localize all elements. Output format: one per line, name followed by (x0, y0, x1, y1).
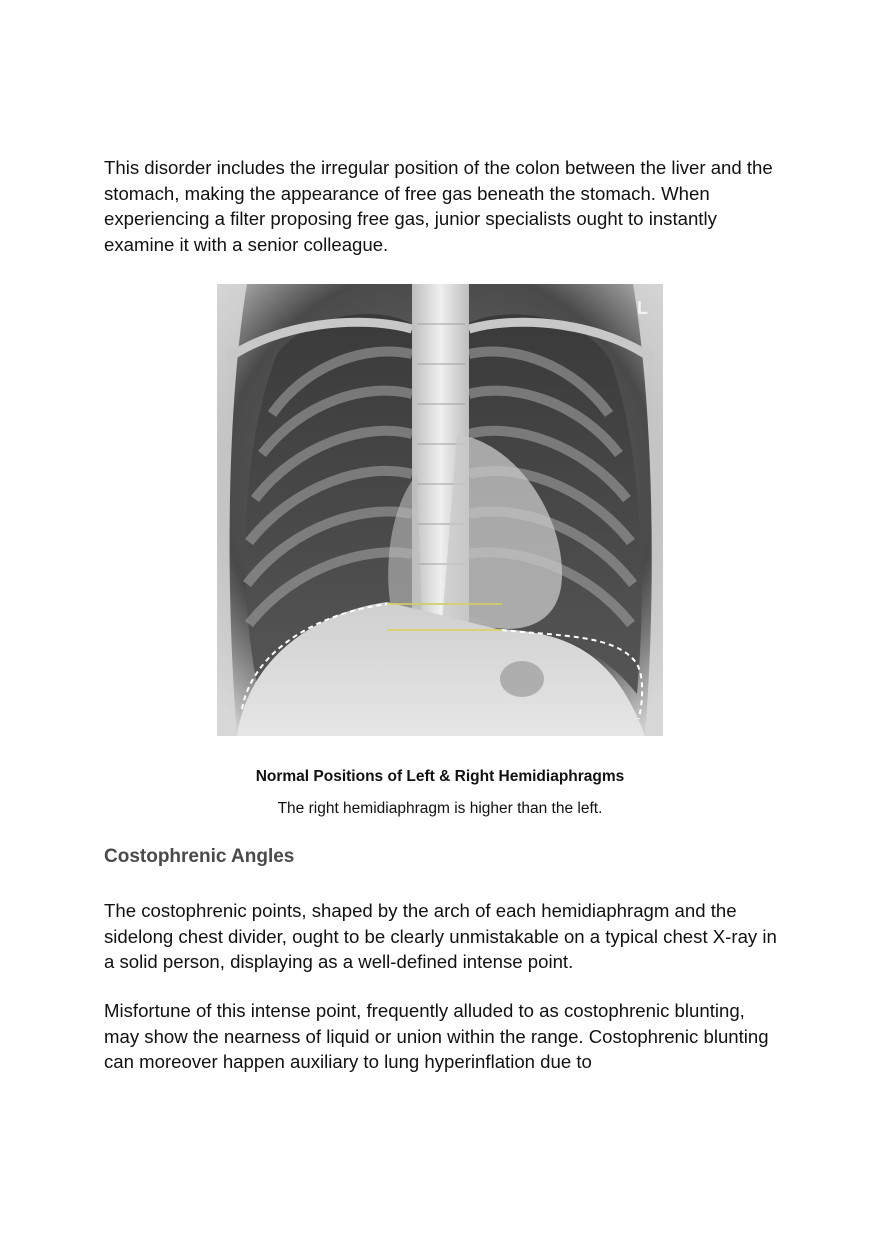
chest-xray-image (217, 284, 663, 736)
paragraph-costophrenic-2: Misfortune of this intense point, frequently alluded to as costophrenic blunting, may show the nearness of liquid or union within the range. Costophrenic blunting can moreover happen auxiliary to lung hyperinflation due to (104, 1000, 769, 1072)
chest-xray-figure (217, 284, 663, 736)
section-heading: Costophrenic Angles (104, 846, 295, 867)
figure-caption-title: Normal Positions of Left & Right Hemidiaphragms (255, 768, 625, 785)
paragraph-intro: This disorder includes the irregular position of the colon between the liver and the stomach, making the appearance of free gas beneath the stomach. When experiencing a filter proposing free gas, junior specialists ought to instantly examine it with a senior colleague. (104, 157, 773, 255)
side-marker-label: L (637, 298, 648, 318)
paragraph-costophrenic-1: The costophrenic points, shaped by the arch of each hemidiaphragm and the sidelong chest divider, ought to be clearly unmistakable on a typical chest X-ray in a solid person, displaying as a well-defined intense point. (104, 900, 777, 972)
figure-caption-subtitle: The right hemidiaphragm is higher than the left. (277, 800, 603, 817)
